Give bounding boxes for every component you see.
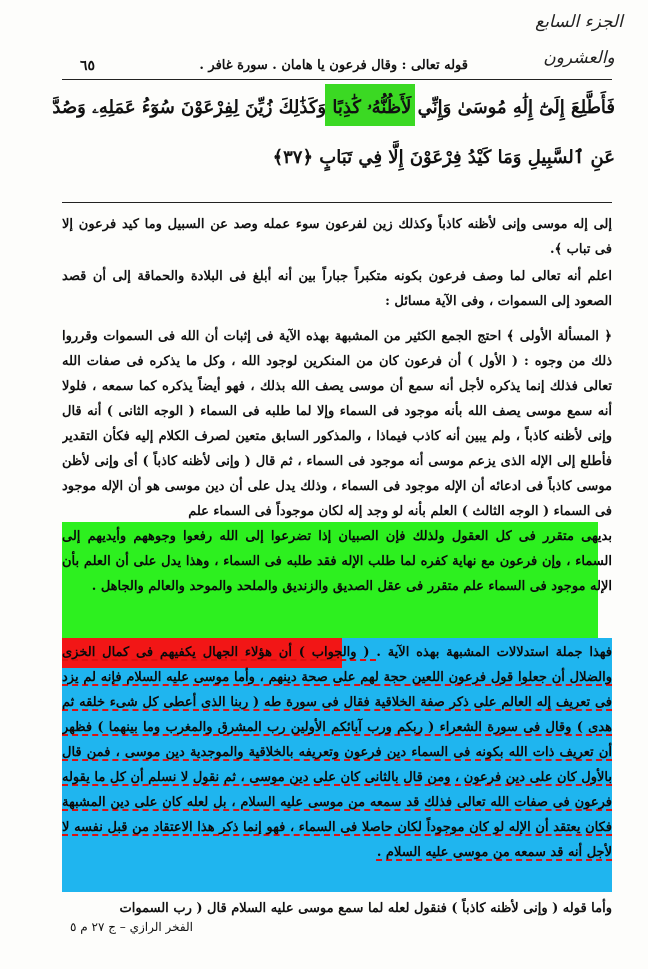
paragraph-6: وأما قوله ( وإنى لأظنه كاذباً ) فنقول لعله لما سمع موسى عليه السلام قال ( رب السموات [119, 901, 612, 916]
paragraph-5 [62, 640, 612, 888]
paragraph-5-red-sentence: فهذا جملة استدلالات المشبهة بهذه الآية . [376, 645, 612, 660]
running-title: قوله تعالى : وقال فرعون يا هامان . سورة غافر . [199, 58, 468, 73]
running-head [0, 54, 648, 78]
page-number: ٦٥ [80, 58, 96, 74]
paragraph-2: اعلم أنه تعالى لما وصف فرعون بكونه متكبراً جباراً بين أنه أبلغ فى البلادة والحماقة إلى أن قصد الصعود إلى السموات ، وفى الآية مسائل : [62, 269, 612, 309]
header-rule [62, 79, 612, 80]
verse-line-1-end: وَكَذَٰلِكَ زُيِّنَ لِفِرْعَوْنَ سُوٓءُ عَمَلِهِۦ وَصُدَّ [52, 97, 333, 118]
footer-signature: الفخر الرازي – ج ٢٧ م ٥ [70, 920, 193, 934]
paragraph-4: بديهى متقرر فى كل العقول ولذلك فإن الصبيان إذا تضرعوا إلى الله رفعوا وجوههم وأيديهم إلى السماء ، وإن فرعون مع نهاية كفره لما طلب الإله فقد طلبه فى السماء ، وهذا يدل على أن العلم بأن الإله موجود فى السماء علم متقرر فى عقل الصديق والزنديق والملحد والموحد والعالم والجاهل . [62, 529, 612, 594]
paragraph-5-answer: ( والجواب ) أن هؤلاء الجهال يكفيهم فى كمال الخزى والضلال أن جعلوا قول فرعون اللعين حجة لهم على صحة دينهم ، وأما موسى عليه السلام فإنه لم يزد فى تعريف إله العالم على ذكر صفة الخلاقية فقال فى سورة طه ( ربنا الذى أعطى كل شىء خلقه ثم هدى ) وقال فى سورة الشعراء ( ربكم ورب آبائكم الأولين رب المشرق والمغرب وما بينهما ) فظهر أن تعريف ذات الله بكونه فى السماء دين فرعون وتعريفه بالخلاقية والموجدية دين موسى ، فمن قال بالأول كان على دين فرعون ، ومن قال بالثانى كان على دين موسى ، ثم نقول لا نسلم أن كل ما يقوله فرعون فى صفات الله تعالى فذلك قد سمعه من موسى عليه السلام ، بل لعله كان على دين المشبهة فكان يعتقد أن الإله لو كان موجوداً لكان حاصلا فى السماء ، فهو إنما ذكر هذا الاعتقاد من قبل نفسه لا لأجل أنه قد سمعه من موسى عليه السلام . [62, 645, 612, 860]
corner-title: الجزء السابع والعشرون [535, 12, 623, 68]
paragraph-1: إلى إله موسى وإنى لأظنه كاذباً وكذلك زين لفرعون سوء عمله وصد عن السبيل وما كيد فرعون إلا فى تباب ﴾. [62, 217, 612, 257]
paragraph-3: ﴿ المسألة الأولى ﴾ احتج الجمع الكثير من المشبهة بهذه الآية فى إثبات أن الله فى السموات وقرروا ذلك من وجوه : ( الأول ) أن فرعون كان من المنكرين لوجود الله ، وكل ما يذكره فى صفات الله تعالى فذلك إنما يذكره لأجل أنه سمع أن موسى يصف الله بذلك ، فهو أيضاً يذكره كما سمعه ، فلولا أنه سمع موسى يصف الله بأنه موجود فى السماء وإلا لما طلبه فى السماء ( الوجه الثانى ) أنه قال وإنى لأظنه كاذباً ، ولم يبين أنه كاذب فيماذا ، والمذكور السابق متعين لصرف الكلام إليه فكأن التقدير فأطلع إلى الإله الذى يزعم موسى أنه موجود فى السماء ، ثم قال ( وإنى لأظنه كاذباً ) أى وإنى لأظن موسى كاذباً فى ادعائه أن الإله موجود فى السماء ، وذلك يدل على أن دين موسى هو أن الإله موجود فى السماء ( الوجه الثالث ) العلم بأنه لو وجد إله لكان موجوداً فى السماء علم [62, 329, 612, 519]
verse-highlighted-phrase: لَأَظُنُّهُۥ كَٰذِبًا [332, 97, 412, 118]
verse-line-1 [52, 86, 615, 130]
verse-rule [62, 202, 612, 203]
verse-line-2: عَنِ ٱلسَّبِيلِ وَمَا كَيْدُ فِرْعَوْنَ إِلَّا فِي تَبَابٍ ﴿٣٧﴾ [272, 147, 615, 168]
quran-verse [52, 86, 615, 198]
verse-line-1-start: فَأَطَّلِعَ إِلَىٰٓ إِلَٰهِ مُوسَىٰ وَإِنِّي [411, 97, 615, 118]
